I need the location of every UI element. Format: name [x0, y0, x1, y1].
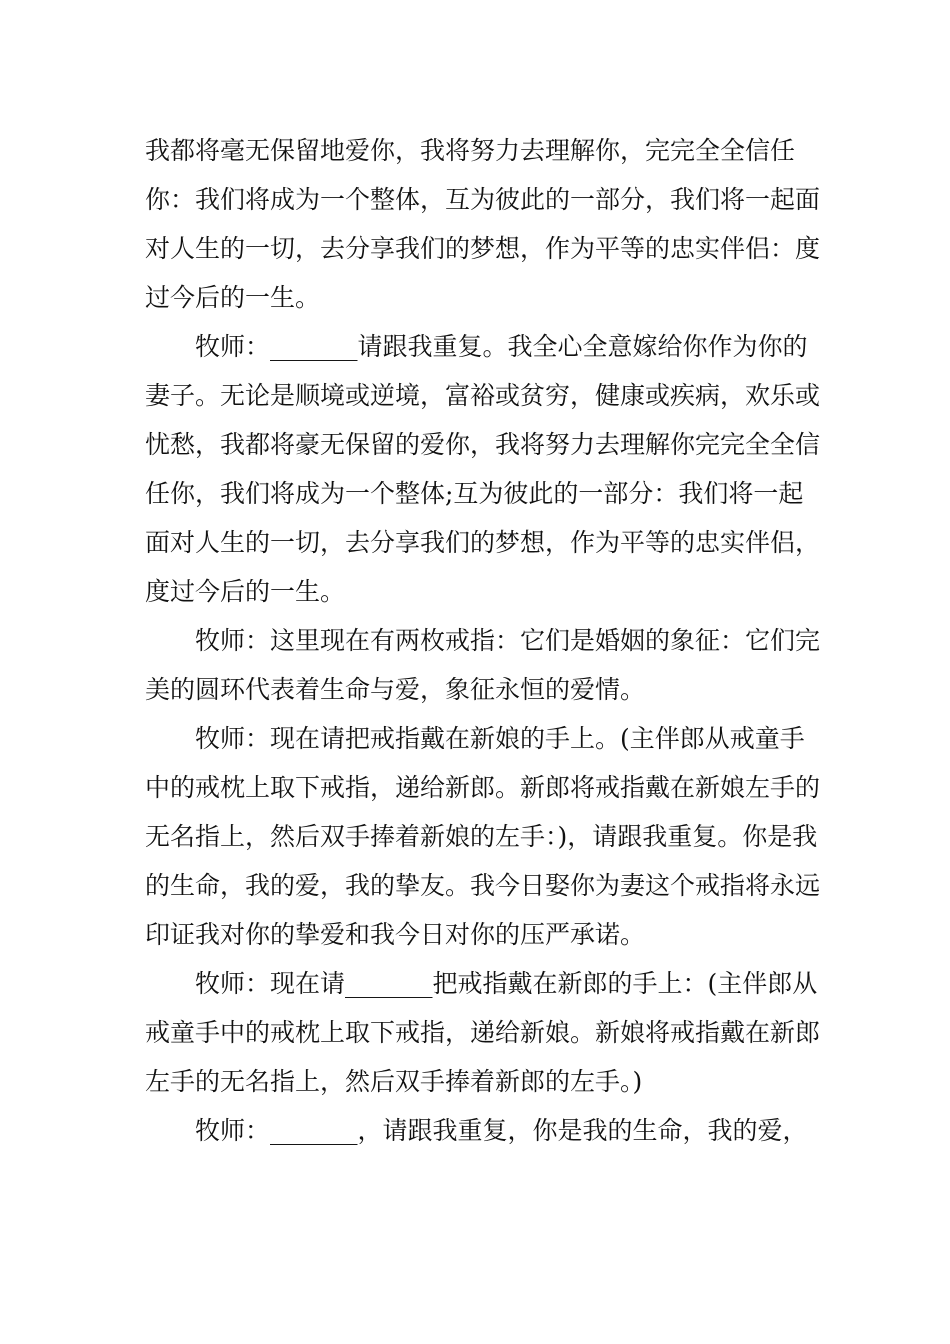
paragraph-bride-vow: 牧师：_______请跟我重复。我全心全意嫁给你作为你的妻子。无论是顺境或逆境，富裕或贫穷，健康或疾病，欢乐或忧愁，我都将豪无保留的爱你，我将努力去理解你完完全全信任你，我们将成为一个整体;互为彼此的一部分：我们将一起面对人生的一切，去分享我们的梦想，作为平等的忠实伴侣，度过今后的一生。 — [145, 332, 821, 606]
paragraph-vow-continuation: 我都将毫无保留地爱你，我将努力去理解你，完完全全信任你：我们将成为一个整体，互为彼此的一部分，我们将一起面对人生的一切，去分享我们的梦想，作为平等的忠实伴侣：度过今后的一生。 — [145, 136, 821, 312]
paragraph-bride-ring: 牧师：现在请_______把戒指戴在新郎的手上：(主伴郎从戒童手中的戒枕上取下戒指，递给新娘。新娘将戒指戴在新郎左手的无名指上，然后双手捧着新郎的左手。) — [145, 969, 821, 1096]
paragraph-groom-ring: 牧师：现在请把戒指戴在新娘的手上。(主伴郎从戒童手中的戒枕上取下戒指，递给新郎。新郎将戒指戴在新娘左手的无名指上，然后双手捧着新娘的左手：)，请跟我重复。你是我的生命，我的爱，我的挚友。我今日娶你为妻这个戒指将永远印证我对你的挚爱和我今日对你的压严承诺。 — [145, 724, 821, 949]
paragraph-rings-intro: 牧师：这里现在有两枚戒指：它们是婚姻的象征：它们完美的圆环代表着生命与爱，象征永恒的爱情。 — [145, 626, 821, 704]
paragraph-bride-ring-vow: 牧师：_______，请跟我重复，你是我的生命，我的爱， — [195, 1116, 808, 1145]
document-body — [145, 126, 825, 1155]
